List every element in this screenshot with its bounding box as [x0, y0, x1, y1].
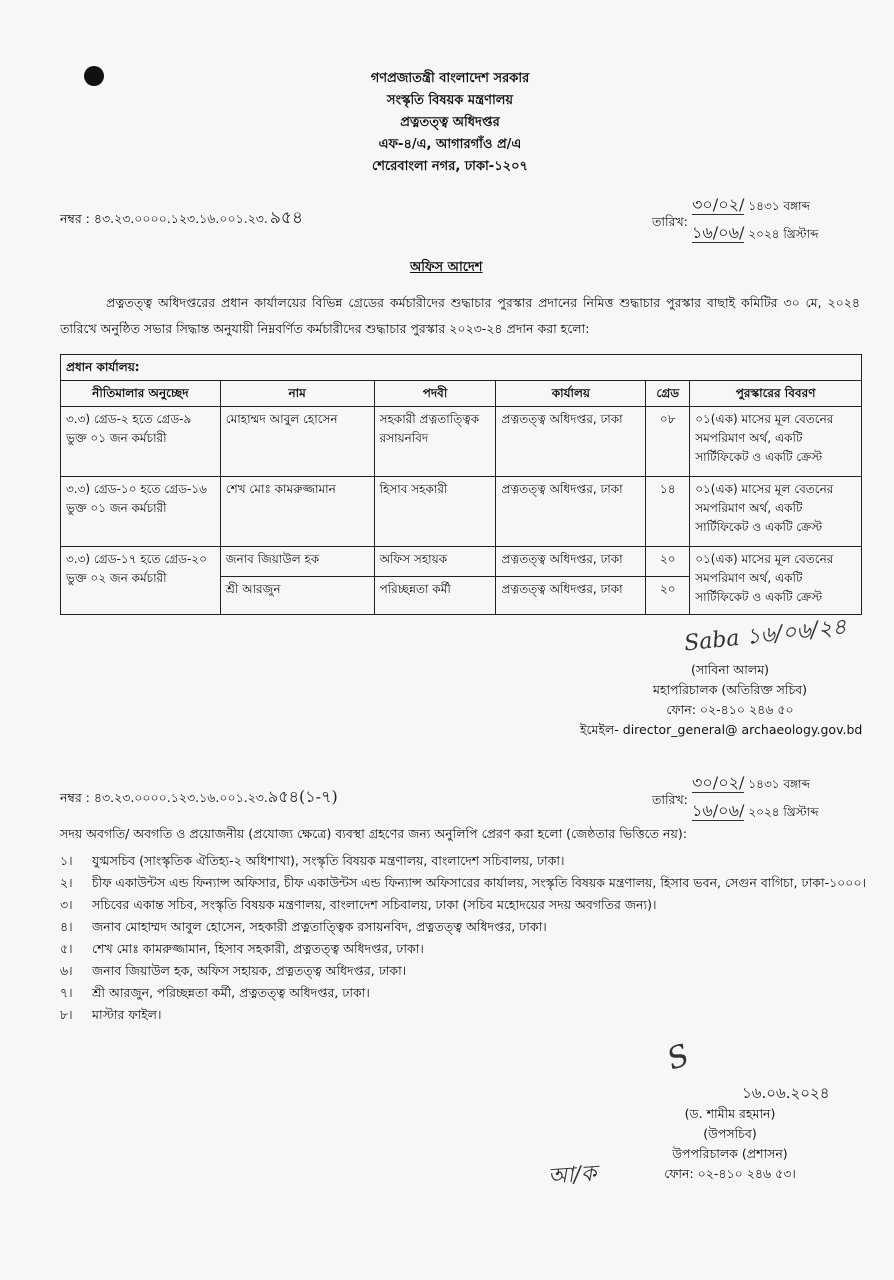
- awards-table: [60, 354, 862, 615]
- cell-name: জনাব জিয়াউল হক: [220, 547, 374, 577]
- header-grade: গ্রেড: [646, 381, 690, 407]
- date-gregorian-2: [692, 798, 819, 825]
- cell-grade: ২০: [646, 577, 690, 615]
- punch-hole-mark: [84, 66, 104, 86]
- cell-designation: হিসাব সহকারী: [374, 477, 496, 547]
- date-gregorian: [692, 220, 819, 247]
- table-row: [61, 407, 862, 477]
- signatory-title: মহাপরিচালক (অতিরিক্ত সচিব): [652, 682, 808, 697]
- header-name: নাম: [220, 381, 374, 407]
- cell-grade: ০৮: [646, 407, 690, 477]
- letterhead-line: শেরেবাংলা নগর, ঢাকা-১২০৭: [372, 159, 528, 174]
- list-item-text: জনাব জিয়াউল হক, অফিস সহায়ক, প্রত্নতত্ত্ব অধিদপ্তর, ঢাকা।: [92, 963, 407, 978]
- header-clause: নীতিমালার অনুচ্ছেদ: [61, 381, 221, 407]
- cell-designation: পরিচ্ছন্নতা কর্মী: [374, 577, 496, 615]
- memo-number: [60, 205, 303, 233]
- memo-number-2: [60, 784, 338, 811]
- cell-name: মোহাম্মদ আবুল হোসেন: [220, 407, 374, 477]
- memo-number-text: নম্বর : ৪৩.২৩.০০০০.১২৩.১৬.০০১.২৩.: [60, 211, 268, 226]
- signatory-phone: ফোন: ০২-৪১০ ২৪৬ ৫০: [666, 702, 794, 717]
- date-gregorian-suffix: ২০২৪ খ্রিস্টাব্দ: [748, 227, 819, 241]
- header-designation: পদবী: [374, 381, 496, 407]
- date-bangla-hand-2: ৩০/০২/: [692, 773, 745, 792]
- date-gregorian-suffix-2: ২০২৪ খ্রিস্টাব্দ: [748, 805, 819, 819]
- list-item-text: মাস্টার ফাইল।: [92, 1007, 162, 1022]
- intro-paragraph: প্রত্নতত্ত্ব অধিদপ্তরের প্রধান কার্যালয়ের বিভিন্ন গ্রেডের কর্মচারীদের শুদ্ধাচার পুরস্কার প্রদানের নিমিত্ত শুদ্ধাচার পুরস্কার বাছাই কমিটির ৩০ মে, ২০২৪ তারিখে অনুষ্ঠিত সভার সিদ্ধান্ত অনুযায়ী নিম্নবর্ণিত কর্মচারীদের শুদ্ধাচার পুরস্কার ২০২৩-২৪ প্রদান করা হলো:: [60, 295, 860, 336]
- list-item: [60, 850, 880, 872]
- cell-clause: ৩.৩) গ্রেড-২ হতে গ্রেড-৯ ভুক্ত ০১ জন কর্মচারী: [61, 407, 221, 477]
- copy-list: [60, 850, 880, 1026]
- list-item-number: ৭।: [60, 985, 73, 1000]
- date-bangla-suffix-2: ১৪৩১ বঙ্গাব্দ: [748, 777, 810, 791]
- list-item-text: সচিবের একান্ত সচিব, সংস্কৃতি বিষয়ক মন্ত্রণালয়, বাংলাদেশ সচিবালয়, ঢাকা (সচিব মহোদয়ের সদয় অবগতির জন্য)।: [92, 897, 657, 912]
- memo-number-2-handwritten: ৯৫৪(১-৭): [267, 787, 338, 806]
- letterhead: [280, 68, 620, 178]
- memo-number-2-text: নম্বর : ৪৩.২৩.০০০০.১২৩.১৬.০০১.২৩.: [60, 790, 268, 805]
- list-item-text: জনাব মোহাম্মদ আবুল হোসেন, সহকারী প্রত্নতাত্ত্বিক রসায়নবিদ, প্রত্নতত্ত্ব অধিদপ্তর, ঢাকা।: [92, 919, 547, 934]
- cell-clause: ৩.৩) গ্রেড-১০ হতে গ্রেড-১৬ ভুক্ত ০১ জন কর্মচারী: [61, 477, 221, 547]
- letterhead-line: গণপ্রজাতন্ত্রী বাংলাদেশ সরকার: [370, 71, 530, 86]
- list-item-number: ৪।: [60, 919, 73, 934]
- list-item-text: চীফ একাউন্টস এন্ড ফিন্যান্স অফিসার, চীফ একাউন্টস এন্ড ফিন্যান্স অফিসারের কার্যালয়, সংস্কৃতি বিষয়ক মন্ত্রণালয়, হিসাব ভবন, সেগুন বাগিচা, ঢাকা-১০০০।: [92, 875, 867, 890]
- list-item: [60, 982, 880, 1004]
- list-item: [60, 872, 880, 894]
- date-bangla-hand: ৩০/০২/: [692, 195, 745, 214]
- cell-designation: সহকারী প্রত্নতাত্ত্বিক রসায়নবিদ: [374, 407, 496, 477]
- cell-office: প্রত্নতত্ত্ব অধিদপ্তর, ঢাকা: [496, 407, 646, 477]
- list-item-number: ৮।: [60, 1007, 73, 1022]
- cell-name: শেখ মোঃ কামরুজ্জামান: [220, 477, 374, 547]
- table-row: [61, 547, 862, 577]
- header-award: পুরস্কারের বিবরণ: [690, 381, 862, 407]
- date-label-2: তারিখ:: [652, 792, 688, 807]
- date-bangla-2: [692, 770, 810, 797]
- cell-grade: ২০: [646, 547, 690, 577]
- table-header-row: [61, 381, 862, 407]
- header-office: কার্যালয়: [496, 381, 646, 407]
- list-item: [60, 938, 880, 960]
- copy-intro: সদয় অবগতি/ অবগতি ও প্রয়োজনীয় (প্রযোজ্য ক্ষেত্রে) ব্যবস্থা গ্রহণের জন্য অনুলিপি প্রেরণ করা হলো (জেষ্ঠতার ভিত্তিতে নয়):: [60, 826, 687, 841]
- initial-mark: আ/ক: [547, 1161, 598, 1190]
- date-bangla: [692, 192, 810, 219]
- signature-2-date: ১৬.০৬.২০২৪: [742, 1084, 830, 1102]
- office-label: প্রধান কার্যালয়:: [61, 355, 862, 381]
- list-item-number: ২।: [60, 875, 73, 890]
- signatory-email: ইমেইল- director_general@ archaeology.gov.bd: [580, 722, 863, 737]
- date-gregorian-hand-2: ১৬/০৬/: [692, 801, 745, 820]
- signatory-2-rank: (উপসচিব): [703, 1126, 757, 1141]
- list-item: [60, 916, 880, 938]
- cell-designation: অফিস সহায়ক: [374, 547, 496, 577]
- table-office-row: [61, 355, 862, 381]
- list-item-text: শেখ মোঃ কামরুজ্জামান, হিসাব সহকারী, প্রত্নতত্ত্ব অধিদপ্তর, ঢাকা।: [92, 941, 424, 956]
- cell-award: ০১(এক) মাসের মূল বেতনের সমপরিমাণ অর্থ, একটি সার্টিফিকেট ও একটি ক্রেস্ট: [690, 547, 862, 615]
- table-row: [61, 477, 862, 547]
- signature-2-handwriting: S: [662, 1037, 694, 1078]
- list-item: [60, 960, 880, 982]
- list-item: [60, 1004, 880, 1026]
- cell-office: প্রত্নতত্ত্ব অধিদপ্তর, ঢাকা: [496, 477, 646, 547]
- date-label: তারিখ:: [652, 214, 688, 229]
- list-item-number: ৩।: [60, 897, 73, 912]
- document-title: অফিস আদেশ: [410, 260, 483, 275]
- list-item-number: ১।: [60, 853, 73, 868]
- list-item-number: ৫।: [60, 941, 73, 956]
- cell-office: প্রত্নতত্ত্ব অধিদপ্তর, ঢাকা: [496, 577, 646, 615]
- list-item-text: যুগ্মসচিব (সাংস্কৃতিক ঐতিহ্য-২ অধিশাখা), সংস্কৃতি বিষয়ক মন্ত্রণালয়, বাংলাদেশ সচিবালয়, ঢাকা।: [92, 853, 565, 868]
- signature-2-block: [620, 1104, 840, 1184]
- list-item-text: শ্রী আরজুন, পরিচ্ছন্নতা কর্মী, প্রত্নতত্ত্ব অধিদপ্তর, ঢাকা।: [92, 985, 370, 1000]
- cell-award: ০১(এক) মাসের মূল বেতনের সমপরিমাণ অর্থ, একটি সার্টিফিকেট ও একটি ক্রেস্ট: [690, 477, 862, 547]
- list-item-number: ৬।: [60, 963, 73, 978]
- letterhead-line: এফ-৪/এ, আগারগাঁও প্র/এ: [378, 137, 522, 152]
- signatory-name: (সাবিনা আলম): [690, 662, 770, 677]
- cell-grade: ১৪: [646, 477, 690, 547]
- signatory-2-phone: ফোন: ০২-৪১০ ২৪৬ ৫৩।: [664, 1166, 796, 1181]
- cell-clause: ৩.৩) গ্রেড-১৭ হতে গ্রেড-২০ ভুক্ত ০২ জন কর্মচারী: [61, 547, 221, 615]
- cell-name: শ্রী আরজুন: [220, 577, 374, 615]
- cell-office: প্রত্নতত্ত্ব অধিদপ্তর, ঢাকা: [496, 547, 646, 577]
- signatory-2-name: (ড. শামীম রহমান): [684, 1106, 776, 1121]
- memo-number-handwritten: ৯৫৪: [269, 208, 303, 228]
- letterhead-line: সংস্কৃতি বিষয়ক মন্ত্রণালয়: [386, 93, 514, 108]
- list-item: [60, 894, 880, 916]
- signatory-2-title: উপপরিচালক (প্রশাসন): [672, 1146, 788, 1161]
- date-bangla-suffix: ১৪৩১ বঙ্গাব্দ: [748, 199, 810, 213]
- cell-award: ০১(এক) মাসের মূল বেতনের সমপরিমাণ অর্থ, একটি সার্টিফিকেট ও একটি ক্রেস্ট: [690, 407, 862, 477]
- date-gregorian-hand: ১৬/০৬/: [692, 223, 745, 242]
- letterhead-line: প্রত্নতত্ত্ব অধিদপ্তর: [400, 115, 500, 130]
- signature-1-handwriting: Saba ১৬/০৬/২৪: [683, 614, 848, 657]
- signature-1-block: [580, 660, 870, 740]
